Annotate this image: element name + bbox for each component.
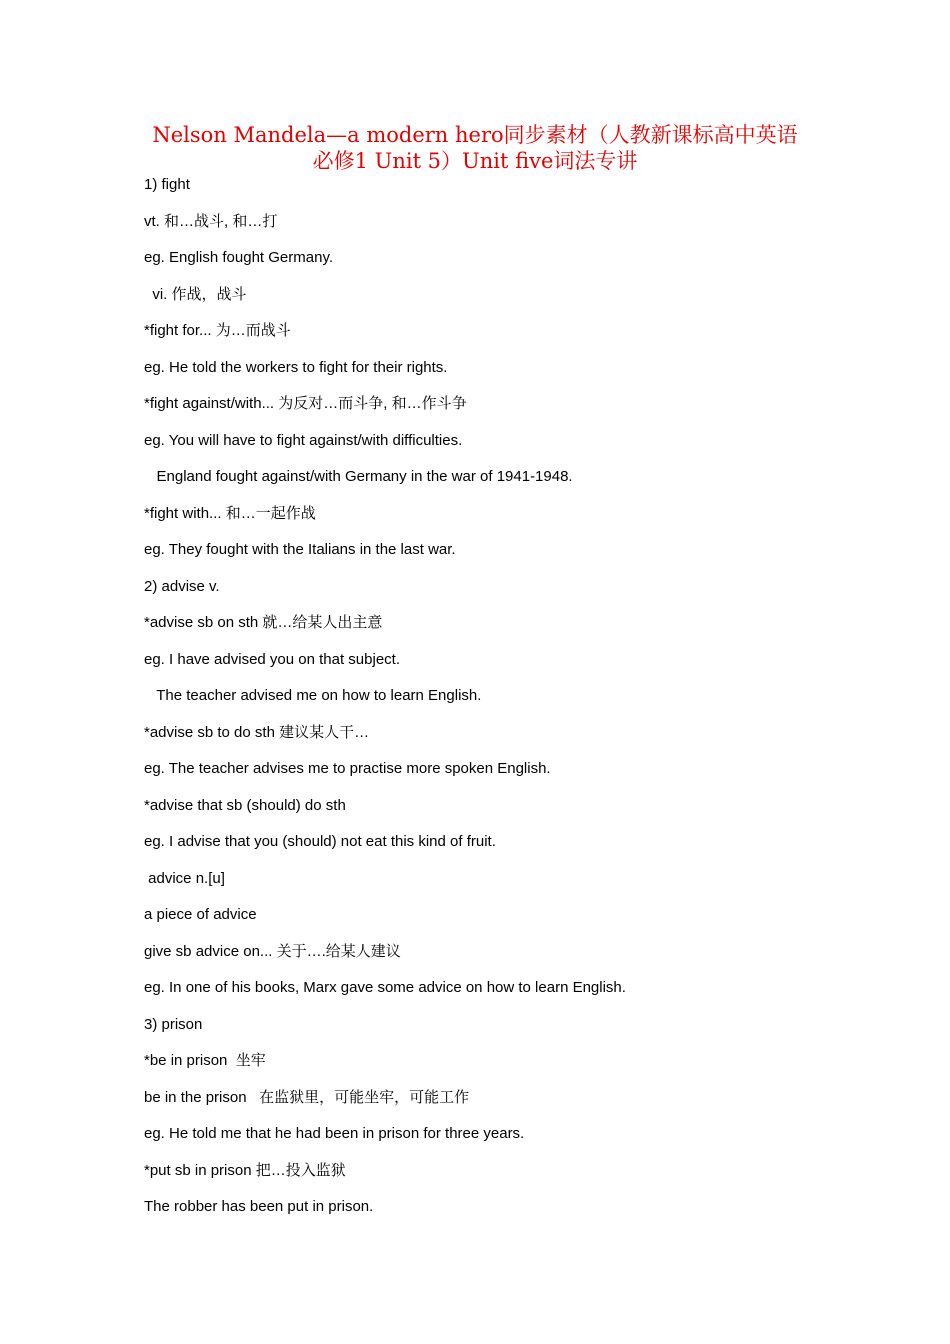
text-line: eg. He told me that he had been in prison for three years. xyxy=(144,1125,525,1142)
title-line-2: 必修1 Unit 5）Unit five词法专讲 xyxy=(312,149,638,173)
text-line: The teacher advised me on how to learn English. xyxy=(144,687,482,704)
text-line: eg. The teacher advises me to practise more spoken English. xyxy=(144,760,551,777)
text-line: a piece of advice xyxy=(144,906,257,923)
text-line: eg. In one of his books, Marx gave some advice on how to learn English. xyxy=(144,979,626,996)
text-line: eg. He told the workers to fight for their rights. xyxy=(144,358,448,376)
text-line: be in the prison 在监狱里，可能坐牢，可能工作 xyxy=(144,1088,470,1106)
text-line: *advise sb to do sth 建议某人干… xyxy=(144,723,370,741)
text-line: England fought against/with Germany in the war of 1941-1948. xyxy=(144,468,573,485)
text-line: eg. They fought with the Italians in the last war. xyxy=(144,541,456,558)
text-line: 2) advise v. xyxy=(144,577,220,595)
text-line: advice n.[u] xyxy=(144,869,225,887)
text-line: *fight against/with... 为反对…而斗争, 和…作斗争 xyxy=(144,395,467,412)
text-line: 3) prison xyxy=(144,1015,203,1033)
text-line: eg. English fought Germany. xyxy=(144,249,333,266)
text-line: *put sb in prison 把…投入监狱 xyxy=(144,1161,346,1179)
document-title xyxy=(100,122,850,174)
text-line: *be in prison 坐牢 xyxy=(144,1052,266,1069)
text-line: eg. You will have to fight against/with difficulties. xyxy=(144,431,463,449)
title-line-1: Nelson Mandela—a modern hero同步素材（人教新课标高中英语 xyxy=(152,123,798,147)
text-line: *advise that sb (should) do sth xyxy=(144,796,346,814)
text-line: vt. 和…战斗, 和…打 xyxy=(144,212,278,230)
text-line: *advise sb on sth 就…给某人出主意 xyxy=(144,614,383,631)
text-line: give sb advice on... 关于….给某人建议 xyxy=(144,942,401,960)
text-line: vi. 作战，战斗 xyxy=(144,285,247,303)
text-line: 1) fight xyxy=(144,176,190,193)
document-body xyxy=(144,176,844,1235)
text-line: eg. I have advised you on that subject. xyxy=(144,650,401,668)
text-line: eg. I advise that you (should) not eat this kind of fruit. xyxy=(144,833,496,850)
text-line: *fight with... 和…一起作战 xyxy=(144,504,316,522)
text-line: The robber has been put in prison. xyxy=(144,1198,374,1215)
text-line: *fight for... 为…而战斗 xyxy=(144,322,291,339)
